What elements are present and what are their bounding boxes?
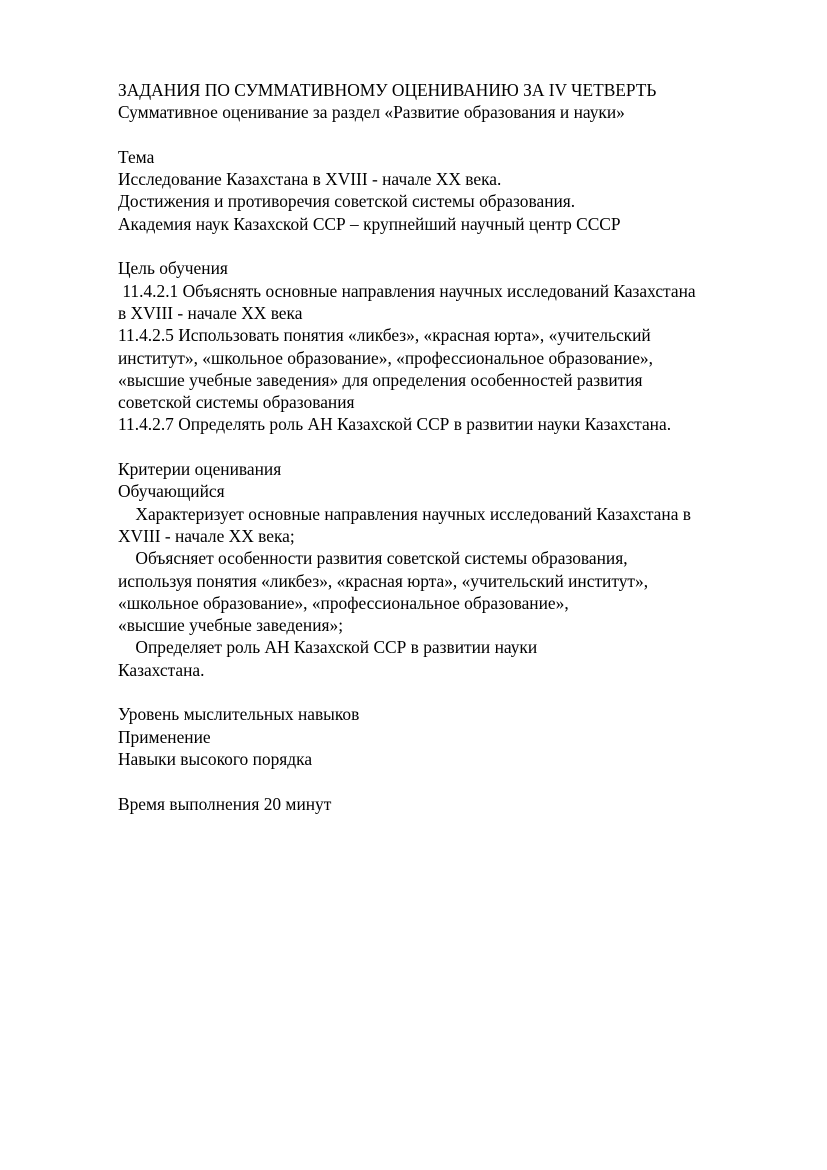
topic-line: Исследование Казахстана в XVIII - начале XX века. [118,169,502,190]
criteria-line: Определяет роль АН Казахской ССР в развитии науки [118,637,538,658]
objective-line: 11.4.2.7 Определять роль АН Казахской ССР в развитии науки Казахстана. [118,414,672,435]
criteria-subheading: Обучающийся [118,481,225,502]
objective-line: «высшие учебные заведения» для определения особенностей развития [118,369,643,390]
criteria-line: Характеризует основные направления научных исследований Казахстана в [118,503,691,524]
criteria-line: используя понятия «ликбез», «красная юрта», «учительский институт», [118,570,649,591]
document-title-line-2: Суммативное оценивание за раздел «Развитие образования и науки» [118,102,625,123]
document-title-line-1: ЗАДАНИЯ ПО СУММАТИВНОМУ ОЦЕНИВАНИЮ ЗА IV ЧЕТВЕРТЬ [118,80,657,100]
objective-line: в XVIII - начале XX века [118,302,303,323]
spacer-after-objectives [118,436,778,458]
spacer-after-title [118,124,778,146]
criteria-line: Казахстана. [118,659,205,680]
topic-line: Академия наук Казахской ССР – крупнейший научный центр СССР [118,213,621,234]
criteria-line: Объясняет особенности развития советской системы образования, [118,548,628,569]
skills-line: Применение [118,726,211,747]
skills-line: Навыки высокого порядка [118,748,313,769]
objective-line: 11.4.2.1 Объяснять основные направления научных исследований Казахстана [118,280,696,301]
objective-line: институт», «школьное образование», «профессиональное образование», [118,347,653,368]
time-allotted-line: Время выполнения 20 минут [118,793,332,814]
document-body [118,79,778,815]
objectives-heading: Цель обучения [118,258,228,279]
criteria-heading: Критерии оценивания [118,459,282,480]
criteria-line: XVIII - начале XX века; [118,525,295,546]
topic-heading: Тема [118,146,155,167]
spacer-after-skills [118,770,778,792]
skills-heading: Уровень мыслительных навыков [118,704,360,725]
criteria-line: «школьное образование», «профессиональное образование», [118,592,569,613]
criteria-line: «высшие учебные заведения»; [118,615,344,636]
topic-line: Достижения и противоречия советской системы образования. [118,191,576,212]
objective-line: советской системы образования [118,392,355,413]
spacer-after-criteria [118,681,778,703]
objective-line: 11.4.2.5 Использовать понятия «ликбез», «красная юрта», «учительский [118,325,651,346]
spacer-after-topic [118,235,778,257]
